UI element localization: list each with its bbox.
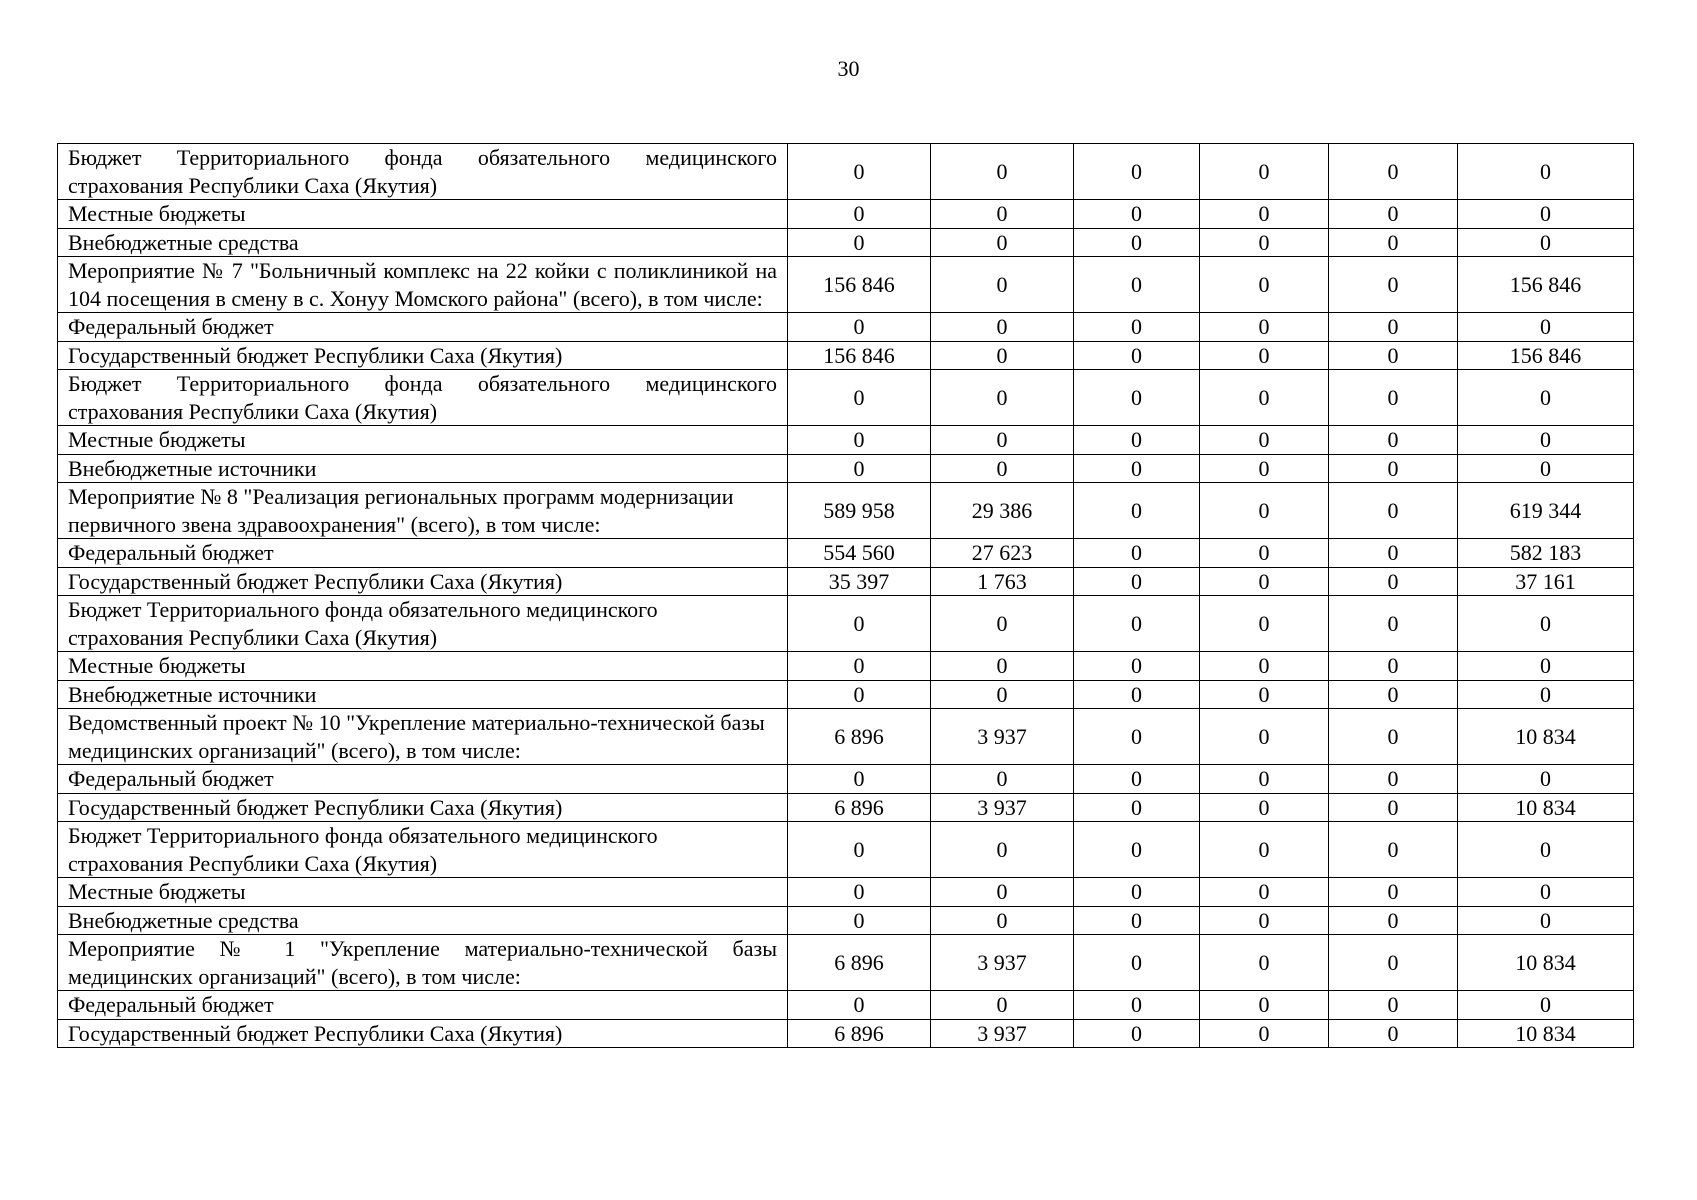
table-row	[58, 144, 1634, 200]
table-row	[58, 709, 1634, 765]
value-cell: 0	[1074, 483, 1200, 539]
row-label: Федеральный бюджет	[58, 991, 788, 1020]
value-cell: 0	[931, 341, 1074, 370]
value-cell: 582 183	[1458, 539, 1634, 568]
table-row	[58, 539, 1634, 568]
value-cell: 0	[1200, 144, 1329, 200]
value-cell: 0	[1329, 991, 1458, 1020]
value-cell: 0	[1329, 483, 1458, 539]
value-cell: 0	[1200, 228, 1329, 257]
value-cell: 35 397	[788, 567, 931, 596]
value-cell: 0	[1458, 228, 1634, 257]
value-cell: 0	[1458, 765, 1634, 794]
value-cell: 0	[788, 426, 931, 455]
value-cell: 0	[1074, 539, 1200, 568]
value-cell: 0	[1074, 257, 1200, 313]
value-cell: 0	[1200, 313, 1329, 342]
value-cell: 0	[1200, 426, 1329, 455]
value-cell: 0	[1329, 200, 1458, 229]
table-row	[58, 567, 1634, 596]
value-cell: 0	[1074, 454, 1200, 483]
value-cell: 3 937	[931, 1019, 1074, 1048]
value-cell: 0	[1200, 596, 1329, 652]
value-cell: 0	[1200, 991, 1329, 1020]
value-cell: 0	[931, 200, 1074, 229]
value-cell: 0	[1074, 228, 1200, 257]
row-label: Местные бюджеты	[58, 426, 788, 455]
row-label: Местные бюджеты	[58, 200, 788, 229]
value-cell: 1 763	[931, 567, 1074, 596]
row-label: Местные бюджеты	[58, 878, 788, 907]
value-cell: 0	[1458, 822, 1634, 878]
table-row	[58, 793, 1634, 822]
row-label: Бюджет Территориального фонда обязательного медицинского страхования Республики Саха (Якутия)	[58, 822, 788, 878]
value-cell: 0	[1200, 906, 1329, 935]
value-cell: 0	[1200, 370, 1329, 426]
value-cell: 0	[1329, 313, 1458, 342]
value-cell: 0	[931, 991, 1074, 1020]
value-cell: 0	[1200, 822, 1329, 878]
value-cell: 0	[1329, 567, 1458, 596]
value-cell: 0	[788, 652, 931, 681]
value-cell: 0	[931, 596, 1074, 652]
value-cell: 0	[1458, 370, 1634, 426]
value-cell: 0	[788, 991, 931, 1020]
value-cell: 0	[1329, 680, 1458, 709]
row-label: Ведомственный проект № 10 "Укрепление материально-технической базы медицинских организаций" (всего), в том числе:	[58, 709, 788, 765]
value-cell: 0	[1200, 539, 1329, 568]
value-cell: 0	[1200, 935, 1329, 991]
row-label: Федеральный бюджет	[58, 313, 788, 342]
value-cell: 0	[1200, 652, 1329, 681]
value-cell: 0	[1074, 341, 1200, 370]
value-cell: 6 896	[788, 935, 931, 991]
value-cell: 0	[1074, 906, 1200, 935]
row-label: Внебюджетные средства	[58, 906, 788, 935]
value-cell: 0	[788, 906, 931, 935]
value-cell: 29 386	[931, 483, 1074, 539]
value-cell: 0	[1074, 822, 1200, 878]
table-row	[58, 680, 1634, 709]
value-cell: 0	[1329, 454, 1458, 483]
value-cell: 0	[931, 313, 1074, 342]
value-cell: 0	[1329, 539, 1458, 568]
value-cell: 0	[1200, 454, 1329, 483]
row-label: Бюджет Территориального фонда обязательного медицинского страхования Республики Саха (Якутия)	[58, 596, 788, 652]
value-cell: 589 958	[788, 483, 931, 539]
row-label: Государственный бюджет Республики Саха (Якутия)	[58, 341, 788, 370]
value-cell: 554 560	[788, 539, 931, 568]
value-cell: 3 937	[931, 793, 1074, 822]
row-label: Внебюджетные источники	[58, 680, 788, 709]
page-number: 30	[837, 56, 860, 81]
value-cell: 0	[788, 822, 931, 878]
table-row	[58, 822, 1634, 878]
value-cell: 0	[1458, 906, 1634, 935]
table-row	[58, 765, 1634, 794]
value-cell: 156 846	[1458, 341, 1634, 370]
value-cell: 0	[1458, 144, 1634, 200]
value-cell: 27 623	[931, 539, 1074, 568]
value-cell: 0	[931, 822, 1074, 878]
budget-table	[57, 143, 1634, 1048]
value-cell: 10 834	[1458, 709, 1634, 765]
value-cell: 6 896	[788, 709, 931, 765]
value-cell: 156 846	[1458, 257, 1634, 313]
value-cell: 0	[788, 370, 931, 426]
value-cell: 10 834	[1458, 1019, 1634, 1048]
value-cell: 6 896	[788, 793, 931, 822]
value-cell: 0	[1329, 596, 1458, 652]
value-cell: 0	[788, 680, 931, 709]
table-row	[58, 454, 1634, 483]
budget-table-body	[58, 144, 1634, 1048]
value-cell: 0	[1074, 596, 1200, 652]
value-cell: 0	[1458, 426, 1634, 455]
value-cell: 0	[931, 228, 1074, 257]
value-cell: 0	[1329, 341, 1458, 370]
table-row	[58, 426, 1634, 455]
value-cell: 0	[788, 313, 931, 342]
value-cell: 156 846	[788, 341, 931, 370]
value-cell: 0	[1329, 652, 1458, 681]
value-cell: 0	[1074, 652, 1200, 681]
value-cell: 0	[1200, 1019, 1329, 1048]
value-cell: 0	[1458, 454, 1634, 483]
value-cell: 0	[1458, 680, 1634, 709]
value-cell: 0	[1329, 426, 1458, 455]
value-cell: 0	[931, 878, 1074, 907]
value-cell: 0	[1200, 680, 1329, 709]
value-cell: 0	[1200, 793, 1329, 822]
value-cell: 0	[788, 144, 931, 200]
table-row	[58, 652, 1634, 681]
value-cell: 619 344	[1458, 483, 1634, 539]
row-label: Бюджет Территориального фонда обязательного медицинского страхования Республики Саха (Якутия)	[58, 370, 788, 426]
value-cell: 0	[1458, 200, 1634, 229]
value-cell: 0	[1074, 313, 1200, 342]
value-cell: 0	[1329, 144, 1458, 200]
value-cell: 0	[1074, 793, 1200, 822]
value-cell: 0	[1200, 257, 1329, 313]
table-row	[58, 878, 1634, 907]
value-cell: 0	[1074, 1019, 1200, 1048]
value-cell: 0	[1329, 793, 1458, 822]
value-cell: 0	[788, 454, 931, 483]
row-label: Мероприятие № 7 "Больничный комплекс на 22 койки с поликлиникой на 104 посещения в смену в с. Хонуу Момского района" (всего), в том числе:	[58, 257, 788, 313]
value-cell: 0	[931, 765, 1074, 794]
value-cell: 0	[1074, 935, 1200, 991]
table-row	[58, 257, 1634, 313]
table-row	[58, 313, 1634, 342]
value-cell: 0	[931, 257, 1074, 313]
value-cell: 0	[1074, 991, 1200, 1020]
value-cell: 0	[1074, 709, 1200, 765]
row-label: Бюджет Территориального фонда обязательного медицинского страхования Республики Саха (Якутия)	[58, 144, 788, 200]
value-cell: 0	[788, 765, 931, 794]
value-cell: 0	[931, 426, 1074, 455]
value-cell: 0	[1329, 228, 1458, 257]
value-cell: 0	[1200, 567, 1329, 596]
value-cell: 3 937	[931, 709, 1074, 765]
value-cell: 0	[1329, 1019, 1458, 1048]
table-row	[58, 991, 1634, 1020]
value-cell: 0	[1200, 765, 1329, 794]
value-cell: 0	[1329, 935, 1458, 991]
row-label: Государственный бюджет Республики Саха (Якутия)	[58, 567, 788, 596]
table-row	[58, 935, 1634, 991]
value-cell: 0	[1329, 765, 1458, 794]
table-row	[58, 906, 1634, 935]
table-row	[58, 370, 1634, 426]
value-cell: 0	[1074, 200, 1200, 229]
value-cell: 0	[1074, 567, 1200, 596]
value-cell: 156 846	[788, 257, 931, 313]
value-cell: 0	[1329, 878, 1458, 907]
value-cell: 0	[1458, 652, 1634, 681]
row-label: Государственный бюджет Республики Саха (Якутия)	[58, 793, 788, 822]
value-cell: 0	[1074, 144, 1200, 200]
value-cell: 0	[1458, 878, 1634, 907]
value-cell: 0	[1200, 878, 1329, 907]
row-label: Местные бюджеты	[58, 652, 788, 681]
value-cell: 0	[788, 200, 931, 229]
value-cell: 0	[1200, 341, 1329, 370]
table-row	[58, 1019, 1634, 1048]
value-cell: 0	[1458, 596, 1634, 652]
value-cell: 0	[1200, 483, 1329, 539]
value-cell: 0	[1329, 822, 1458, 878]
value-cell: 0	[1200, 200, 1329, 229]
row-label: Мероприятие № 8 "Реализация региональных программ модернизации первичного звена здравоохранения" (всего), в том числе:	[58, 483, 788, 539]
table-row	[58, 483, 1634, 539]
row-label: Внебюджетные источники	[58, 454, 788, 483]
value-cell: 0	[1074, 878, 1200, 907]
value-cell: 0	[1329, 257, 1458, 313]
table-row	[58, 596, 1634, 652]
table-row	[58, 200, 1634, 229]
value-cell: 6 896	[788, 1019, 931, 1048]
value-cell: 0	[788, 596, 931, 652]
value-cell: 0	[1074, 680, 1200, 709]
row-label: Государственный бюджет Республики Саха (Якутия)	[58, 1019, 788, 1048]
value-cell: 0	[931, 370, 1074, 426]
value-cell: 0	[931, 680, 1074, 709]
row-label: Внебюджетные средства	[58, 228, 788, 257]
row-label: Федеральный бюджет	[58, 765, 788, 794]
value-cell: 0	[931, 454, 1074, 483]
value-cell: 0	[931, 144, 1074, 200]
table-row	[58, 341, 1634, 370]
value-cell: 0	[1074, 426, 1200, 455]
value-cell: 0	[788, 228, 931, 257]
value-cell: 0	[1329, 906, 1458, 935]
value-cell: 0	[1458, 313, 1634, 342]
value-cell: 0	[1074, 765, 1200, 794]
value-cell: 10 834	[1458, 935, 1634, 991]
value-cell: 0	[931, 652, 1074, 681]
value-cell: 0	[1074, 370, 1200, 426]
value-cell: 0	[1329, 709, 1458, 765]
row-label: Федеральный бюджет	[58, 539, 788, 568]
value-cell: 0	[931, 906, 1074, 935]
value-cell: 3 937	[931, 935, 1074, 991]
value-cell: 0	[788, 878, 931, 907]
row-label: Мероприятие № 1 "Укрепление материально-технической базы медицинских организаций" (всего), в том числе:	[58, 935, 788, 991]
value-cell: 0	[1329, 370, 1458, 426]
value-cell: 0	[1200, 709, 1329, 765]
value-cell: 0	[1458, 991, 1634, 1020]
table-row	[58, 228, 1634, 257]
value-cell: 10 834	[1458, 793, 1634, 822]
value-cell: 37 161	[1458, 567, 1634, 596]
